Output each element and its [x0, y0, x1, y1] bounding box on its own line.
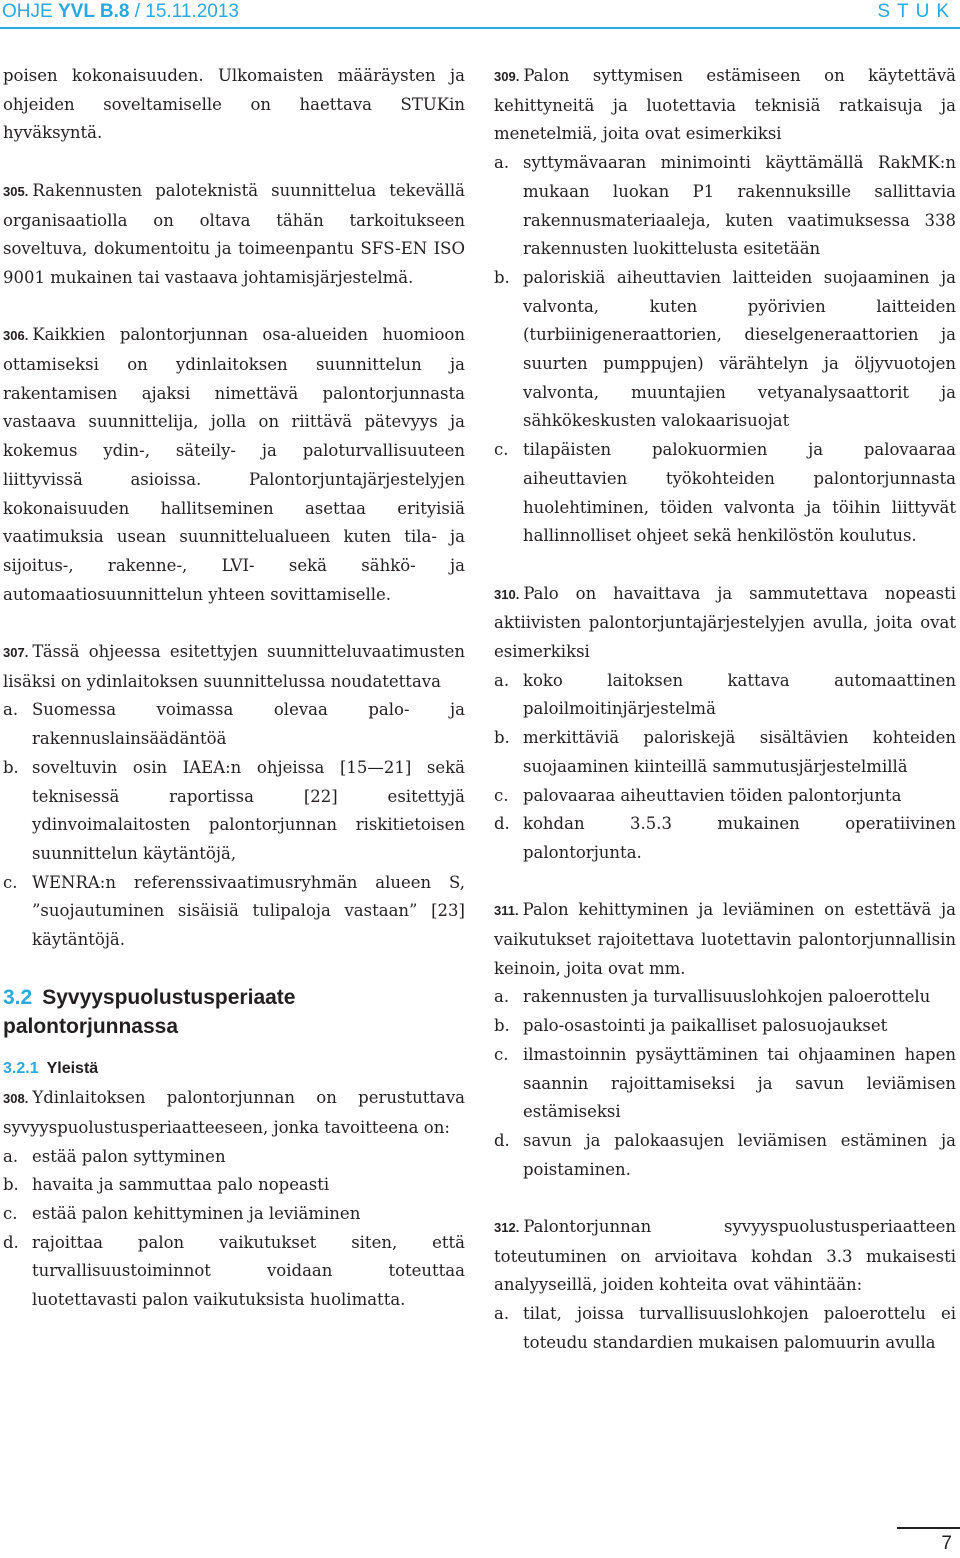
list-marker: a. [494, 987, 510, 1007]
list-marker: c. [494, 440, 509, 460]
paragraph-306 [3, 321, 465, 609]
list-marker: d. [3, 1232, 19, 1252]
section-number: 3.2 [3, 986, 33, 1010]
list-item [494, 1300, 956, 1357]
paragraph-number: 306. [3, 328, 29, 344]
paragraph-number: 308. [3, 1091, 29, 1107]
list-312 [494, 1300, 956, 1357]
list-item [494, 1041, 956, 1127]
paragraph-text: Rakennusten paloteknistä suunnittelua tekevällä organisaatiolla on oltava tähän tarkoitukseen soveltuva, dokumentoitu ja toimeenpantu SFS-EN ISO 9001 mukainen tai vastaava johtamisjärjestelmä. [3, 180, 465, 287]
list-item [494, 149, 956, 264]
paragraph-312 [494, 1213, 956, 1300]
list-item-text: WENRA:n referenssivaatimusryhmän alueen S, ”suojautuminen sisäisiä tulipaloja vastaan” [23] käytäntöjä. [32, 872, 465, 950]
list-marker: a. [494, 670, 510, 690]
subsection-heading [3, 1055, 465, 1084]
right-column [494, 62, 956, 1358]
list-item [494, 983, 956, 1012]
list-marker: a. [494, 1304, 510, 1324]
list-item [3, 869, 465, 955]
list-item [494, 724, 956, 781]
list-item [494, 1127, 956, 1184]
list-item [494, 264, 956, 436]
list-item-text: merkittäviä paloriskejä sisältävien kohteiden suojaaminen kiinteillä sammutusjärjestelmillä [523, 728, 956, 776]
list-marker: c. [3, 872, 18, 892]
subsection-number: 3.2.1 [3, 1060, 39, 1078]
list-item-text: syttymävaaran minimointi käyttämällä RakMK:n mukaan luokan P1 rakennuksille sallittavia rakennusmateriaaleja, kuten vaatimuksessa 338 rakennusten luokittelusta esitetään [523, 153, 956, 259]
list-item [3, 1143, 465, 1172]
page-number: 7 [941, 1533, 952, 1554]
list-item-text: rajoittaa palon vaikutukset siten, että turvallisuustoiminnot voidaan toteuttaa luotettavasti palon vaikutuksista huolimatta. [32, 1232, 465, 1310]
paragraph-number: 312. [494, 1220, 520, 1236]
list-item [3, 696, 465, 753]
footer-divider [897, 1527, 960, 1529]
list-item-text: palovaaraa aiheuttavien töiden palontorjunta [523, 785, 902, 805]
list-item-text: estää palon syttyminen [32, 1146, 226, 1166]
page-header [0, 0, 960, 27]
list-311 [494, 983, 956, 1184]
list-item [494, 810, 956, 867]
paragraph-text: Palon syttymisen estämiseen on käytettävä kehittyneitä ja luotettavia teknisiä ratkaisuja ja menetelmiä, joita ovat esimerkiksi [494, 66, 956, 144]
paragraph-number: 305. [3, 183, 29, 199]
list-item [3, 1229, 465, 1315]
guide-identifier [2, 1, 239, 23]
organization-name: STUK [877, 1, 956, 22]
list-item-text: havaita ja sammuttaa palo nopeasti [32, 1175, 330, 1195]
paragraph-number: 309. [494, 69, 520, 84]
list-item-text: kohdan 3.5.3 mukainen operatiivinen palontorjunta. [523, 814, 956, 862]
header-divider [0, 27, 960, 29]
list-item-text: paloriskiä aiheuttavien laitteiden suojaaminen ja valvonta, kuten pyörivien laitteiden (turbiinigeneraattorien, dieselgeneraattorien ja suurten pumppujen) värähtelyn ja öljyvuotojen valvonta, muuntajien vetyanalysaattorit ja sähkökeskusten valokaarisuojat [523, 267, 956, 431]
paragraph-307 [3, 638, 465, 696]
paragraph-text: Ydinlaitoksen palontorjunnan on perustuttava syvyyspuolustusperiaatteeseen, jonka tavoitteena on: [3, 1088, 465, 1137]
list-309 [494, 149, 956, 551]
list-item [494, 1012, 956, 1041]
list-marker: d. [494, 1130, 510, 1150]
list-marker: b. [494, 1016, 510, 1036]
list-item-text: koko laitoksen kattava automaattinen paloilmoitinjärjestelmä [523, 670, 956, 719]
paragraph-308 [3, 1084, 465, 1142]
list-item-text: estää palon kehittyminen ja leviäminen [32, 1203, 361, 1223]
guide-date: 15.11.2013 [145, 1, 239, 22]
guide-separator: / [134, 1, 140, 22]
list-marker: a. [3, 1146, 19, 1166]
list-item-text: savun ja palokaasujen leviämisen estäminen ja poistaminen. [523, 1130, 956, 1179]
paragraph-number: 310. [494, 586, 520, 602]
list-marker: b. [494, 728, 510, 748]
paragraph-number: 311. [494, 903, 519, 919]
paragraph-310 [494, 580, 956, 667]
list-marker: c. [494, 785, 509, 805]
list-marker: d. [494, 814, 510, 834]
list-marker: b. [3, 757, 19, 777]
list-308 [3, 1143, 465, 1315]
list-item-text: rakennusten ja turvallisuuslohkojen paloerottelu [523, 987, 931, 1007]
paragraph-text: Palon kehittyminen ja leviäminen on estettävä ja vaikutukset rajoitettava luotettavin palontorjunnallisin keinoin, joita ovat mm. [494, 900, 956, 978]
paragraph-text: Kaikkien palontorjunnan osa-alueiden huomioon ottamiseksi on ydinlaitoksen suunnittelun ja rakentamisen ajaksi nimettävä palontorjunnasta vastaava suunnittelija, jolla on riittävä pätevyys ja kokemus ydin-, säteily- ja paloturvallisuuteen liittyvissä asioissa. Palontorjuntajärjestelyjen kokonaisuuden hallitseminen asettaa erityisiä vaatimuksia usean suunnittelualueen kuten tila- ja sijoitus-, rakenne-, LVI- sekä sähkö- ja automaatiosuunnittelun yhteen sovittamiselle. [3, 325, 465, 604]
list-item-text: soveltuvin osin IAEA:n ohjeissa [15—21] sekä teknisessä raportissa [22] esitettyjä ydinvoimalaitosten palontorjunnan riskitietoisen suunnittelun käytäntöjä, [32, 757, 465, 863]
list-item-text: tilat, joissa turvallisuuslohkojen paloerottelu ei toteudu standardien mukaisen palomuurin avulla [523, 1304, 956, 1352]
paragraph-text: Tässä ohjeessa esitettyjen suunnitteluvaatimusten lisäksi on ydinlaitoksen suunnittelussa noudatettava [3, 642, 465, 691]
list-310 [494, 667, 956, 868]
list-item [3, 1200, 465, 1229]
list-item [3, 1171, 465, 1200]
list-307 [3, 696, 465, 954]
list-item-text: ilmastoinnin pysäyttäminen tai ohjaaminen hapen saannin rajoittamiseksi ja savun leviämisen estämiseksi [523, 1044, 956, 1122]
list-marker: c. [494, 1044, 509, 1064]
paragraph-309 [494, 62, 956, 149]
list-marker: a. [3, 700, 19, 720]
list-marker: c. [3, 1203, 18, 1223]
paragraph-305 [3, 177, 465, 293]
list-item-text: tilapäisten palokuormien ja palovaaraa aiheuttavien työkohteiden palontorjunnasta huolehtiminen, töiden valvonta ja töihin liittyvät hallinnolliset ohjeet sekä henkilöstön koulutus. [523, 440, 956, 546]
section-heading [3, 983, 465, 1041]
subsection-title-text: Yleistä [46, 1060, 99, 1078]
section-title-text: Syvyyspuolustusperiaate palontorjunnassa [3, 986, 296, 1039]
list-marker: b. [494, 267, 510, 287]
list-item [494, 782, 956, 811]
list-marker: a. [494, 153, 510, 173]
list-marker: b. [3, 1175, 19, 1195]
list-item [494, 667, 956, 724]
paragraph-311 [494, 896, 956, 983]
paragraph-number: 307. [3, 645, 29, 661]
list-item-text: Suomessa voimassa olevaa palo- ja rakennuslainsäädäntöä [32, 700, 465, 749]
left-column [3, 62, 465, 1315]
guide-code: YVL B.8 [57, 1, 130, 22]
guide-label: OHJE [2, 1, 53, 22]
paragraph-text: Palontorjunnan syvyyspuolustusperiaatteen toteutuminen on arvioitava kohdan 3.3 mukaisesti analyyseillä, joiden kohteita ovat vähintään: [494, 1217, 956, 1295]
list-item [3, 754, 465, 869]
paragraph-text: Palo on havaittava ja sammutettava nopeasti aktiivisten palontorjuntajärjestelyjen avulla, joita ovat esimerkiksi [494, 583, 956, 662]
list-item [494, 436, 956, 551]
intro-paragraph: poisen kokonaisuuden. Ulkomaisten määräysten ja ohjeiden soveltamiselle on haettava STUKin hyväksyntä. [3, 66, 465, 143]
list-item-text: palo-osastointi ja paikalliset palosuojaukset [523, 1016, 888, 1036]
